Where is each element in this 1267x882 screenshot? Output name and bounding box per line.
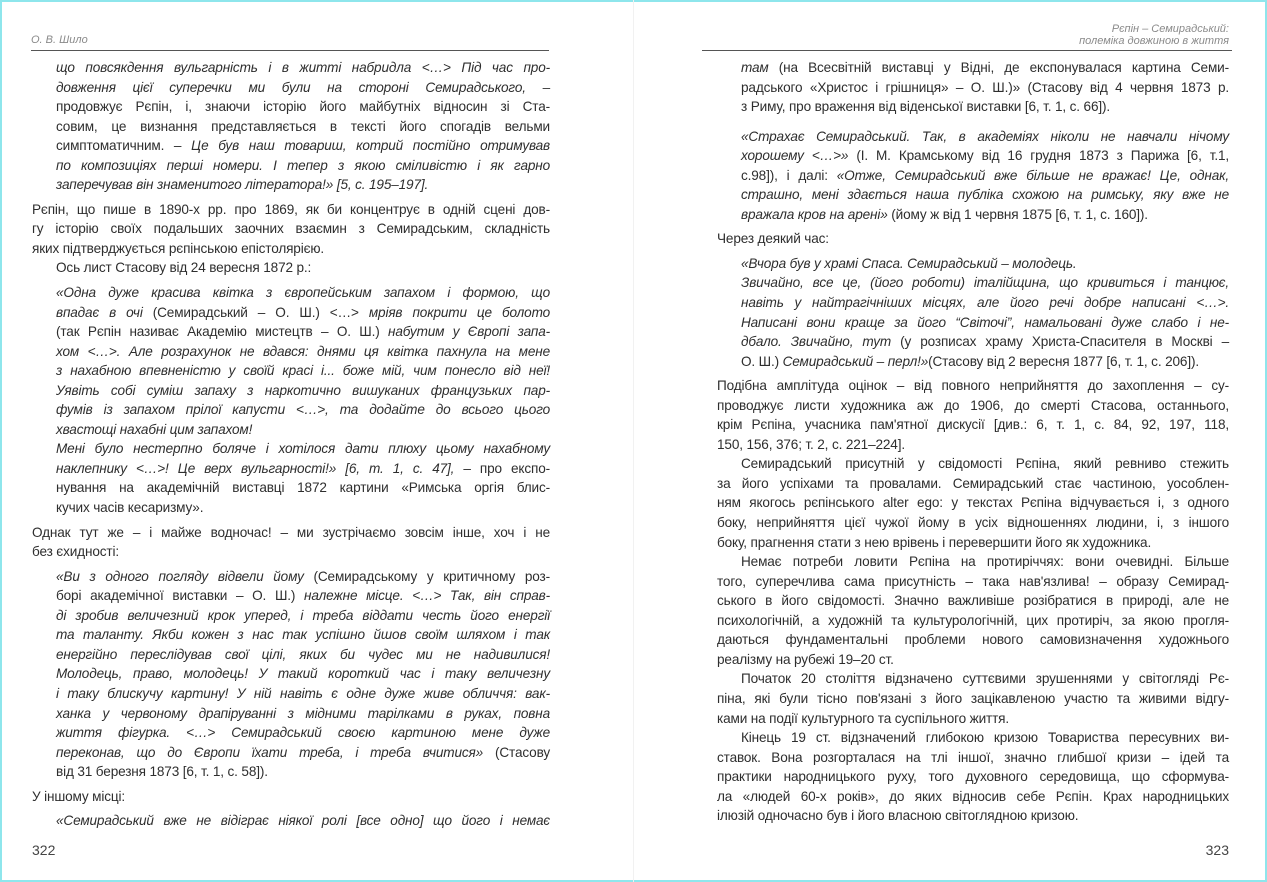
text: радського «Христос і грішниця» – О. Ш.)» (Стасову від 4 червня 1873 р. bbox=[741, 79, 1229, 95]
italic-text: наклепнику <…>! Це верх вульгарності!» [6, т. 1, с. 47], bbox=[56, 460, 455, 476]
text-line bbox=[32, 542, 550, 562]
text-line bbox=[741, 205, 1229, 225]
text-line bbox=[741, 58, 1229, 78]
text-line bbox=[56, 478, 550, 498]
text-line bbox=[56, 743, 550, 763]
italic-text: вражала кров на арені» bbox=[741, 206, 888, 222]
paragraph bbox=[32, 787, 550, 807]
italic-text: Уявіть собі суміш запаху з наркотично вишуканих французьких пар- bbox=[56, 382, 550, 398]
text-line bbox=[32, 200, 550, 220]
text: нування на академічній виставці 1872 картини «Римська оргія блис- bbox=[56, 480, 550, 496]
italic-text: «Вчора був у храмі Спаса. Семирадський – молодець. bbox=[741, 255, 1077, 271]
italic-text: ді зробив величезний крок уперед, і треба віддати честь його енергії bbox=[56, 607, 550, 623]
text-line bbox=[32, 239, 550, 259]
text: (так Рєпін називає Академію мистецтв – О. Ш.) bbox=[56, 324, 388, 340]
text-line bbox=[717, 435, 1229, 455]
italic-text: і таку блискучу картину! У ній навіть є одне дуже живе обличчя: вак- bbox=[56, 685, 550, 701]
text-line bbox=[56, 567, 550, 587]
text: Подібна амплітуда оцінок – від повного неприйняття до захоплення – су- bbox=[717, 378, 1229, 394]
text-line bbox=[717, 630, 1229, 650]
italic-text: мріяв покрити це болото bbox=[368, 304, 550, 320]
text-line bbox=[56, 704, 550, 724]
paragraph bbox=[717, 728, 1229, 826]
text: крім Рєпіна, учасника пам'ятної дискусії [див.: 6, т. 1, с. 84, 92, 197, 118, bbox=[717, 417, 1229, 433]
block-quote bbox=[717, 58, 1229, 117]
paragraph bbox=[717, 454, 1229, 552]
italic-text: страшно, мені здається наша публіка схожою на римську, яку вже не bbox=[741, 187, 1229, 203]
text-line bbox=[741, 78, 1229, 98]
text: реалізму на рубежі 19–20 ст. bbox=[717, 651, 894, 667]
text-line bbox=[56, 439, 550, 459]
header-rule bbox=[702, 50, 1232, 51]
block-quote bbox=[32, 811, 550, 831]
italic-text: переконав, що до Європи їхати треба, і треба вчитися» bbox=[56, 744, 484, 760]
text: Кінець 19 ст. відзначений глибокою кризою Товариства пересувних ви- bbox=[741, 730, 1229, 746]
italic-text: Молодець, право, молодець! У такий короткий час і таку величезну bbox=[56, 666, 550, 682]
text: кучих часів кесаризму». bbox=[56, 500, 204, 516]
italic-text: хвастощі нахабні цим запахом! bbox=[56, 421, 253, 437]
italic-text: заперечував він знаменитого літератора!» [5, с. 195–197]. bbox=[56, 177, 429, 193]
text: 150, 156, 376; т. 2, с. 221–224]. bbox=[717, 436, 905, 452]
text: ставок. Вона розгорталася на тлі іншої, значно глибшої кризи – ідей та bbox=[717, 749, 1229, 765]
text: ського в його свідомості. Значно важливіше розібратися в природі, але не bbox=[717, 593, 1229, 609]
text-line bbox=[717, 229, 1229, 249]
text-line bbox=[717, 572, 1229, 592]
text: піна, які були тісно пов'язані з його зацікавленою участю та живими відгу- bbox=[717, 690, 1229, 706]
page-left bbox=[0, 0, 633, 882]
running-header-line: полеміка довжиною в життя bbox=[1079, 34, 1229, 47]
text: даються фундаментальні проблеми нового самовизначення художнього bbox=[717, 632, 1229, 648]
text-line bbox=[741, 313, 1229, 333]
italic-text: з нахабною впевненістю у своїй красі і... боже мій, чим понесло від неї! bbox=[56, 363, 550, 379]
text: ням якогось рєпінського alter ego: у текстах Рєпіна відчувається і, з одного bbox=[717, 495, 1229, 511]
text-line bbox=[741, 273, 1229, 293]
text-line bbox=[56, 400, 550, 420]
italic-text: Це був наш товариш, котрий постійно отримував bbox=[191, 138, 550, 154]
text: за його успіхами та провалами. Семирадський стає частиною, уособлен- bbox=[717, 475, 1229, 491]
page-body bbox=[32, 58, 550, 831]
text-line bbox=[56, 723, 550, 743]
text-line bbox=[741, 97, 1229, 117]
text-line bbox=[717, 396, 1229, 416]
paragraph bbox=[717, 669, 1229, 728]
text-line bbox=[56, 606, 550, 626]
text: проводжує листи художника аж до 1906, до смерті Стасова, останнього, bbox=[717, 397, 1229, 413]
text-line bbox=[741, 127, 1229, 147]
text: практики народницького руху, того духовного середовища, що сформува- bbox=[717, 769, 1229, 785]
text: ілюзій одночасно був і його власною світоглядною кризою. bbox=[717, 808, 1079, 824]
text-line bbox=[56, 97, 550, 117]
paragraph bbox=[717, 376, 1229, 454]
text-line bbox=[741, 332, 1229, 352]
italic-text: енергійно переслідував свої цілі, яких би чудес ми не надивилися! bbox=[56, 646, 550, 662]
text-line bbox=[717, 552, 1229, 572]
text: Початок 20 століття відзначено суттєвими зрушеннями у світогляді Рє- bbox=[741, 671, 1229, 687]
italic-text: навіть у найтрагічніших місцях, але його речі добре написані <…>. bbox=[741, 295, 1229, 311]
text-line bbox=[56, 322, 550, 342]
text-line bbox=[56, 342, 550, 362]
text: (йому ж від 1 червня 1875 [6, т. 1, с. 160]). bbox=[887, 206, 1148, 222]
text: (Семирадський – О. Ш.) <…> bbox=[152, 304, 369, 320]
text-line bbox=[56, 78, 550, 98]
text-line bbox=[741, 146, 1229, 166]
text-line bbox=[717, 689, 1229, 709]
paragraph bbox=[717, 552, 1229, 669]
text: боку, неприйняття цієї чужої йому в усіх відношеннях людини, і, з іншого bbox=[717, 515, 1229, 531]
text-line bbox=[717, 415, 1229, 435]
text-line bbox=[717, 474, 1229, 494]
text: симптоматичним. – bbox=[56, 138, 192, 154]
text: Через деякий час: bbox=[717, 231, 829, 247]
text-line bbox=[56, 58, 550, 78]
text: психологічній, а художній та культурологічній, цих протиріч, за якою прогля- bbox=[717, 612, 1229, 628]
text: боку, прагнення стати з нею врівень і перевершити його як художника. bbox=[717, 534, 1152, 550]
text-line bbox=[717, 454, 1229, 474]
text: (Семирадському у критичному роз- bbox=[313, 568, 550, 584]
text: Однак тут же – і майже водночас! – ми зустрічаємо зовсім інше, хоч і не bbox=[32, 524, 550, 540]
text-line bbox=[717, 611, 1229, 631]
italic-text: та таланту. Якби кожен з нас так успішно йшов своїм шляхом і так bbox=[56, 627, 550, 643]
text-line bbox=[717, 650, 1229, 670]
text: з Риму, про враження від віденської виставки [6, т. 1, с. 66]). bbox=[741, 99, 1111, 115]
text-line bbox=[741, 352, 1229, 372]
text: (Стасову bbox=[483, 744, 550, 760]
text-line bbox=[56, 586, 550, 606]
italic-text: впадає в очі bbox=[56, 304, 153, 320]
italic-text: фумів із запахом прілої капусти <…>, та додайте до всього цього bbox=[56, 402, 550, 418]
text-line bbox=[56, 664, 550, 684]
text-line bbox=[717, 709, 1229, 729]
text: ками на події культурного та суспільного життя. bbox=[717, 710, 1010, 726]
text-line bbox=[56, 459, 550, 479]
text: (на Всесвітній виставці у Відні, де експонувалася картина Семи- bbox=[768, 60, 1229, 75]
text-line bbox=[56, 645, 550, 665]
text-line bbox=[717, 533, 1229, 553]
text-line bbox=[717, 513, 1229, 533]
italic-text: довження цієї суперечки ми були на стороні Семирадського, – bbox=[56, 79, 550, 95]
paragraph bbox=[717, 229, 1229, 249]
text-line bbox=[56, 498, 550, 518]
text: У іншому місці: bbox=[32, 788, 125, 804]
running-header-line: Рєпін – Семирадський: bbox=[1111, 23, 1229, 35]
text: Немає потреби ловити Рєпіна на протиріччях: вони очевидні. Більше bbox=[741, 554, 1229, 570]
text-line bbox=[32, 523, 550, 543]
text: без єхидності: bbox=[32, 544, 119, 560]
paragraph bbox=[32, 258, 550, 278]
text-line bbox=[56, 361, 550, 381]
text: борі академічної виставки – О. Ш.) bbox=[56, 588, 305, 604]
text-line bbox=[56, 283, 550, 303]
italic-text: по композиціях перші номери. І тепер з якою сміливістю і як гарно bbox=[56, 157, 550, 173]
text-line bbox=[741, 293, 1229, 313]
text: О. Ш.) bbox=[741, 353, 783, 369]
text-line bbox=[56, 136, 550, 156]
italic-text: хом <…>. Але розрахунок не вдався: днями ця квітка пахнула на мене bbox=[56, 343, 550, 359]
text: (у розписах храму Христа-Спасителя в Москві – bbox=[891, 334, 1230, 350]
text: ла «людей 60-х років», до яких відносив себе Рєпін. Крах народницьких bbox=[717, 788, 1229, 804]
text-line bbox=[741, 185, 1229, 205]
page-number: 323 bbox=[1205, 842, 1229, 858]
text: – про експо- bbox=[454, 460, 550, 476]
block-quote bbox=[32, 567, 550, 782]
italic-text: «Семирадський вже не відіграє ніякої ролі [все одно] що його і немає bbox=[56, 813, 550, 829]
paragraph bbox=[32, 523, 550, 562]
italic-text: життя фігурка. <…> Семирадський своєю картиною мене дуже bbox=[56, 725, 550, 741]
italic-text: Написані вони краще за його “Світочі”, намальовані дуже слабо і не- bbox=[741, 314, 1229, 330]
text-line bbox=[56, 811, 550, 831]
text: (І. М. Крамському від 16 грудня 1873 з Парижа [6, т.1, bbox=[856, 148, 1230, 164]
text-line bbox=[56, 117, 550, 137]
page-right bbox=[634, 0, 1267, 882]
italic-text: хорошему <…>» bbox=[741, 148, 857, 164]
text: гу історію своїх подальших заочних взаємин з Семирадським, складність bbox=[32, 221, 550, 237]
text: Ось лист Стасову від 24 вересня 1872 р.: bbox=[56, 260, 312, 276]
text: (Стасову від 2 вересня 1877 [6, т. 1, с. 206]). bbox=[928, 353, 1199, 369]
text: яких підтверджується рєпінською епістолярією. bbox=[32, 240, 325, 256]
text-line bbox=[56, 175, 550, 195]
italic-text: «Одна дуже красива квітка з європейським запахом і формою, що bbox=[56, 285, 550, 301]
italic-text: «Страхає Семирадський. Так, в академіях ніколи не навчали нічому bbox=[741, 128, 1229, 144]
block-quote bbox=[32, 283, 550, 518]
text-line bbox=[32, 787, 550, 807]
italic-text: «Отже, Семирадський вже більше не вражає! Це, однак, bbox=[836, 167, 1229, 183]
text: від 31 березня 1873 [6, т. 1, с. 58]). bbox=[56, 764, 268, 780]
block-quote bbox=[717, 127, 1229, 225]
text-line bbox=[32, 219, 550, 239]
header-rule bbox=[31, 50, 549, 51]
running-header bbox=[1079, 24, 1229, 47]
block-quote bbox=[717, 254, 1229, 371]
text: того, суперечлива сама присутність – така нав'язлива! – образу Семирад- bbox=[717, 573, 1229, 589]
paragraph bbox=[32, 200, 550, 259]
italic-text: Звичайно, все це, (його роботи) італійщина, що кривиться і танцює, bbox=[741, 275, 1229, 291]
italic-text: ханка у червоному драпіруванні з мідними тарілками в руках, повна bbox=[56, 705, 550, 721]
page-number: 322 bbox=[32, 842, 56, 858]
text: Рєпін, що пише в 1890-х рр. про 1869, як би концентрує в одній сцені дов- bbox=[32, 201, 550, 217]
text: Семирадський присутній у свідомості Рєпіна, який ревниво стежить bbox=[741, 456, 1229, 472]
text-line bbox=[717, 591, 1229, 611]
text-line bbox=[56, 625, 550, 645]
italic-text: там bbox=[741, 60, 769, 75]
text-line bbox=[32, 258, 550, 278]
text-line bbox=[717, 376, 1229, 396]
running-header bbox=[31, 35, 88, 47]
text: совим, це визнання представляється в тексті його спогадів вельми bbox=[56, 118, 550, 134]
text-line bbox=[56, 420, 550, 440]
italic-text: «Ви з одного погляду відвели йому bbox=[56, 568, 314, 584]
page-body bbox=[717, 58, 1229, 826]
text: продовжує Рєпін, і, знаючи історію його майбутніх відносин зі Ста- bbox=[56, 99, 550, 115]
text-line bbox=[741, 254, 1229, 274]
italic-text: дбало. Звичайно, тут bbox=[741, 334, 892, 350]
italic-text: Мені було нестерпно боляче і хотілося дати плюху цьому нахабному bbox=[56, 441, 550, 457]
text-line bbox=[717, 669, 1229, 689]
text-line bbox=[56, 156, 550, 176]
text-line bbox=[717, 493, 1229, 513]
running-header-line: О. В. Шило bbox=[31, 34, 88, 46]
text-line bbox=[717, 767, 1229, 787]
text-line bbox=[56, 762, 550, 782]
italic-text: належне місце. <…> Так, він справ- bbox=[304, 588, 551, 604]
text-line bbox=[717, 728, 1229, 748]
text-line bbox=[717, 787, 1229, 807]
italic-text: Семирадський – перл!» bbox=[782, 353, 929, 369]
italic-text: що повсякдення вульгарність і в житті набридла <…> Під час про- bbox=[56, 60, 550, 75]
text-line bbox=[56, 381, 550, 401]
text-line bbox=[56, 684, 550, 704]
text: с.98]), і далі: bbox=[741, 167, 837, 183]
text-line bbox=[717, 806, 1229, 826]
text-line bbox=[56, 303, 550, 323]
italic-text: набутим у Європі запа- bbox=[387, 324, 550, 340]
text-line bbox=[717, 748, 1229, 768]
block-quote bbox=[32, 58, 550, 195]
text-line bbox=[741, 166, 1229, 186]
